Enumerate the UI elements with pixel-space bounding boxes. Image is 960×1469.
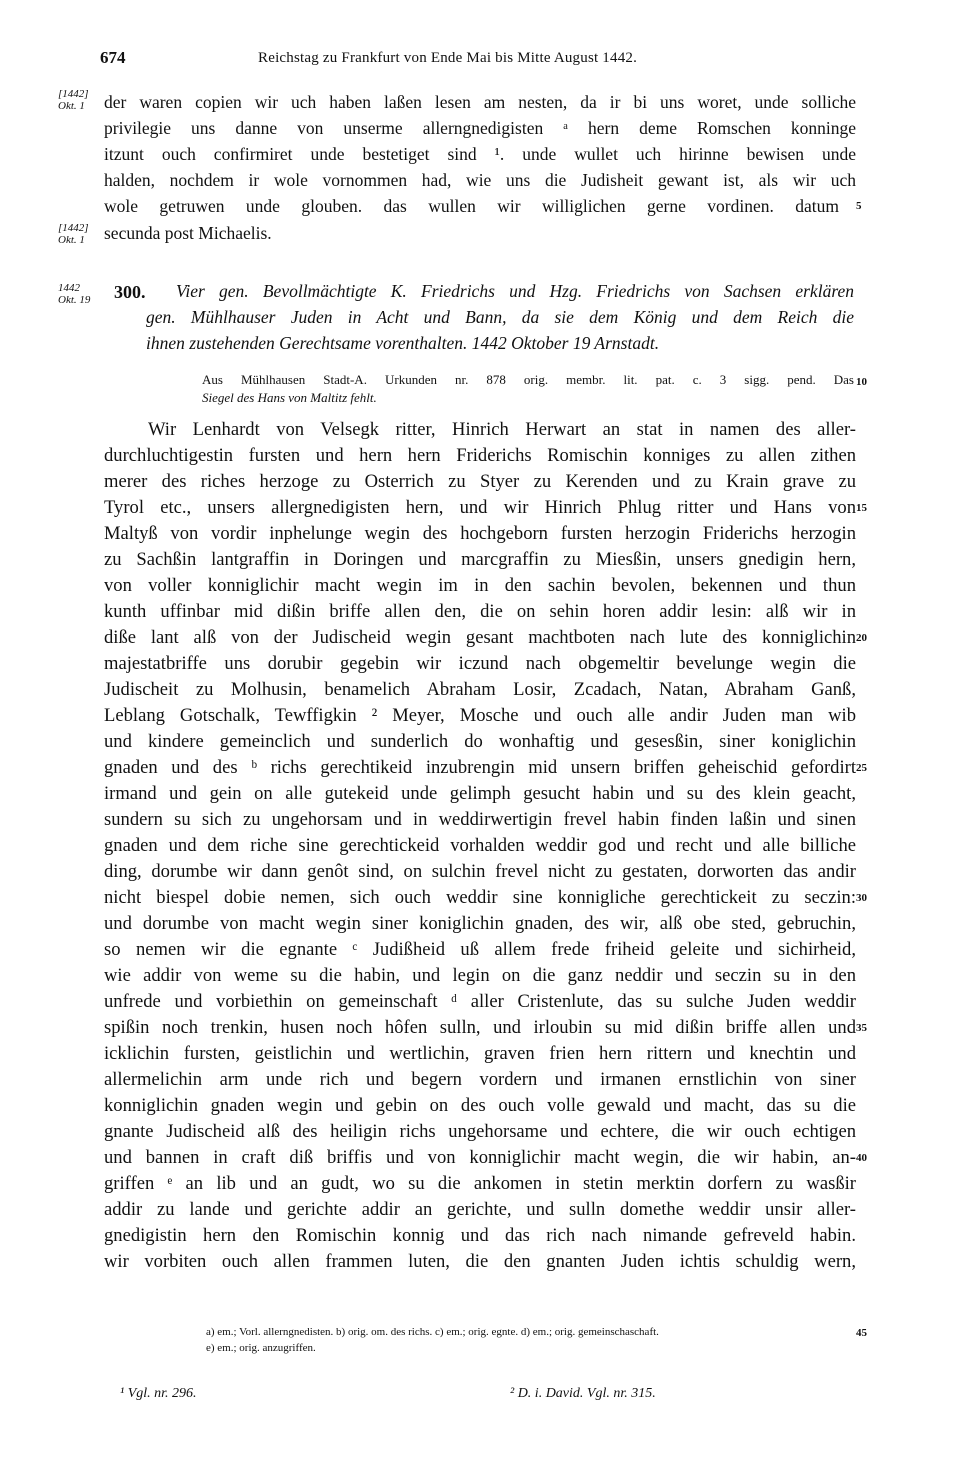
text-line: gnaden und dem riche sine gerechtickeid vorhalden weddir god und recht und alle billiche [104,835,856,856]
line-number: 20 [856,632,867,644]
text-line: sundern su sich zu ungehorsam und in weddirwertigin frevel habin finden laßin und sinen [104,809,856,830]
text-line: gnaden und des ᵇ richs gerechtikeid inzubrengin mid unsern briffen geheischid gefordirt [104,757,856,778]
text-line: irmand und gein on alle gutekeid unde gelimph gesucht habin und su des klein geacht, [104,783,856,804]
text-line: Leblang Gotschalk, Tewffigkin ² Meyer, Mosche und ouch alle andir Juden man wib [104,705,856,726]
regest-line: ihnen zustehenden Gerechtsame vorenthalten. 1442 Oktober 19 Arnstadt. [146,333,660,353]
line-number: 35 [856,1022,867,1034]
text-line: nicht biespel dobie nemen, sich ouch weddir sine konnigliche gerechtickeit zu seczin: [104,887,856,908]
text-line: und bannen in craft diß briffis und von konniglichir macht wegin, die wir habin, an- [104,1147,856,1168]
text-line: unfrede und vorbiethin on gemeinschaft ᵈ aller Cristenlute, das su sulche Juden weddir [104,991,856,1012]
text-line: wie addir von weme su die habin, und legin on die ganz neddir und seczin su in den [104,965,856,986]
apparatus-line: e) em.; orig. anzugriffen. [206,1342,316,1354]
text-line: Judischeit zu Molhusin, benamelich Abraham Losir, Zcadach, Natan, Abraham Ganß, [104,679,856,700]
text-line: ding, dorumbe wir dann genôt sind, on sulchin frevel nicht zu gestaten, dorworten das andir [104,861,856,882]
page-number: 674 [100,48,126,67]
line-number: 10 [856,376,867,388]
text-line: wole getruwen unde glouben. das wullen wir williglichen gerne vordinen. datum [104,196,839,216]
text-line: der waren copien wir uch haben laßen lesen am nesten, da ir bi uns woret, unde solliche [104,92,856,112]
text-line: und dorumbe von macht wegin siner koniglichin gnaden, des wir, alß obe sted, gebruchin, [104,913,856,934]
text-line: itzunt ouch confirmiret unde bestetiget sind ¹. unde wullet uch hirinne bewisen unde [104,144,856,164]
line-number: 5 [856,200,862,212]
text-line: gnedigistin hern den Romischin konnig und das rich nach nimande gefreveld habin. [104,1225,856,1246]
apparatus-line: a) em.; Vorl. allerngnedisten. b) orig. om. des richs. c) em.; orig. egnte. d) em.; orig. gemeinschaschaft. [206,1326,659,1338]
text-line: gnante Judischeid alß des heiligin richs ungehorsame und echtere, die wir ouch echtigen [104,1121,856,1142]
item-number: 300. [114,282,146,302]
text-line: icklichin fursten, geistlichin und wertlichin, graven frien hern rittern und knechtin und [104,1043,856,1064]
source-line: Siegel des Hans von Maltitz fehlt. [202,390,377,405]
margin-date [58,88,89,112]
margin-date-year: [1442] [58,88,89,100]
line-number: 45 [856,1327,867,1339]
source-line: Aus Mühlhausen Stadt-A. Urkunden nr. 878 orig. membr. lit. pat. c. 3 sigg. pend. Das [202,372,854,387]
text-line: von voller konniglichir macht wegin im in den sachin bevolen, bekennen und thun [104,575,856,596]
text-line: addir zu lande und gerichte addir an gerichte, und sulln domethe weddir unsir aller- [104,1199,856,1220]
text-line: wir vorbiten ouch allen frammen luten, die den gnanten Juden ichtis schuldig wern, [104,1251,856,1272]
line-number: 40 [856,1152,867,1164]
running-head: Reichstag zu Frankfurt von Ende Mai bis Mitte August 1442. [258,50,638,66]
line-number: 30 [856,892,867,904]
margin-date [58,282,90,306]
margin-date-day: Okt. 1 [58,234,85,246]
text-line: und kindere gemeinclich und sunderlich do wonhaftig und gesesßin, siner koniglichin [104,731,856,752]
line-number: 25 [856,762,867,774]
line-number: 15 [856,502,867,514]
text-line: allermelichin arm unde rich und begern vordern und irmanen ernstlichin von siner [104,1069,856,1090]
margin-date-day: Okt. 19 [58,294,91,306]
footnote: ¹ Vgl. nr. 296. [120,1386,197,1401]
text-line: Maltyß von vordir inphelunge wegin des hochgeborn fursten herzogin Friderichs herzogin [104,523,856,544]
text-line: majestatbriffe uns dorubir gegebin wir iczund nach obgemeltir bevelunge wegin die [104,653,856,674]
text-line: secunda post Michaelis. [104,223,272,243]
footnote: ² D. i. David. Vgl. nr. 315. [510,1386,656,1401]
margin-date-year: [1442] [58,222,89,234]
text-line: kunth uffinbar mid dißin briffe allen den, die on sehin horen addir lesin: alß wir in [104,601,856,622]
text-line: privilegie uns danne von unserme allerngnedigisten ᵃ hern deme Romschen konninge [104,118,856,138]
regest-line: Vier gen. Bevollmächtigte K. Friedrichs und Hzg. Friedrichs von Sachsen erklären [176,281,854,301]
text-line: durchluchtigestin fursten und hern hern Friderichs Romischin konniges zu allen zithen [104,445,856,466]
text-line: Wir Lenhardt von Velsegk ritter, Hinrich Herwart an stat in namen des aller- [148,419,856,440]
margin-date [58,222,89,246]
text-line: Tyrol etc., unsers allergnedigisten hern, und wir Hinrich Phlug ritter und Hans von [104,497,856,518]
text-line: spißin noch trenkin, husen noch hôfen sulln, und irloubin su mid dißin briffe allen und [104,1017,856,1038]
text-line: halden, nochdem ir wole vornommen had, wie uns die Judisheit gewant ist, als wir uch [104,170,856,190]
text-line: merer des riches herzoge zu Osterrich zu Styer zu Kerenden und zu Krain grave zu [104,471,856,492]
margin-date-year: 1442 [58,282,80,294]
regest-line: gen. Mühlhauser Juden in Acht und Bann, da sie dem König und dem Reich die [146,307,854,327]
text-line: diße lant alß von der Judischeid wegin gesant machtboten nach lute des konniglichin [104,627,856,648]
margin-date-day: Okt. 1 [58,100,85,112]
text-line: konniglichin gnaden wegin und gebin on des ouch volle gewald und macht, das su die [104,1095,856,1116]
text-line: zu Sachßin lantgraffin in Doringen und marcgraffin zu Miesßin, unsers gnedigin hern, [104,549,856,570]
text-line: griffen ᵉ an lib und an gudt, wo su die ankomen in stetin merktin dorfern zu wasßir [104,1173,856,1194]
text-line: so nemen wir die egnante ᶜ Judißheid uß allem frede friheid geleite und sichirheid, [104,939,856,960]
